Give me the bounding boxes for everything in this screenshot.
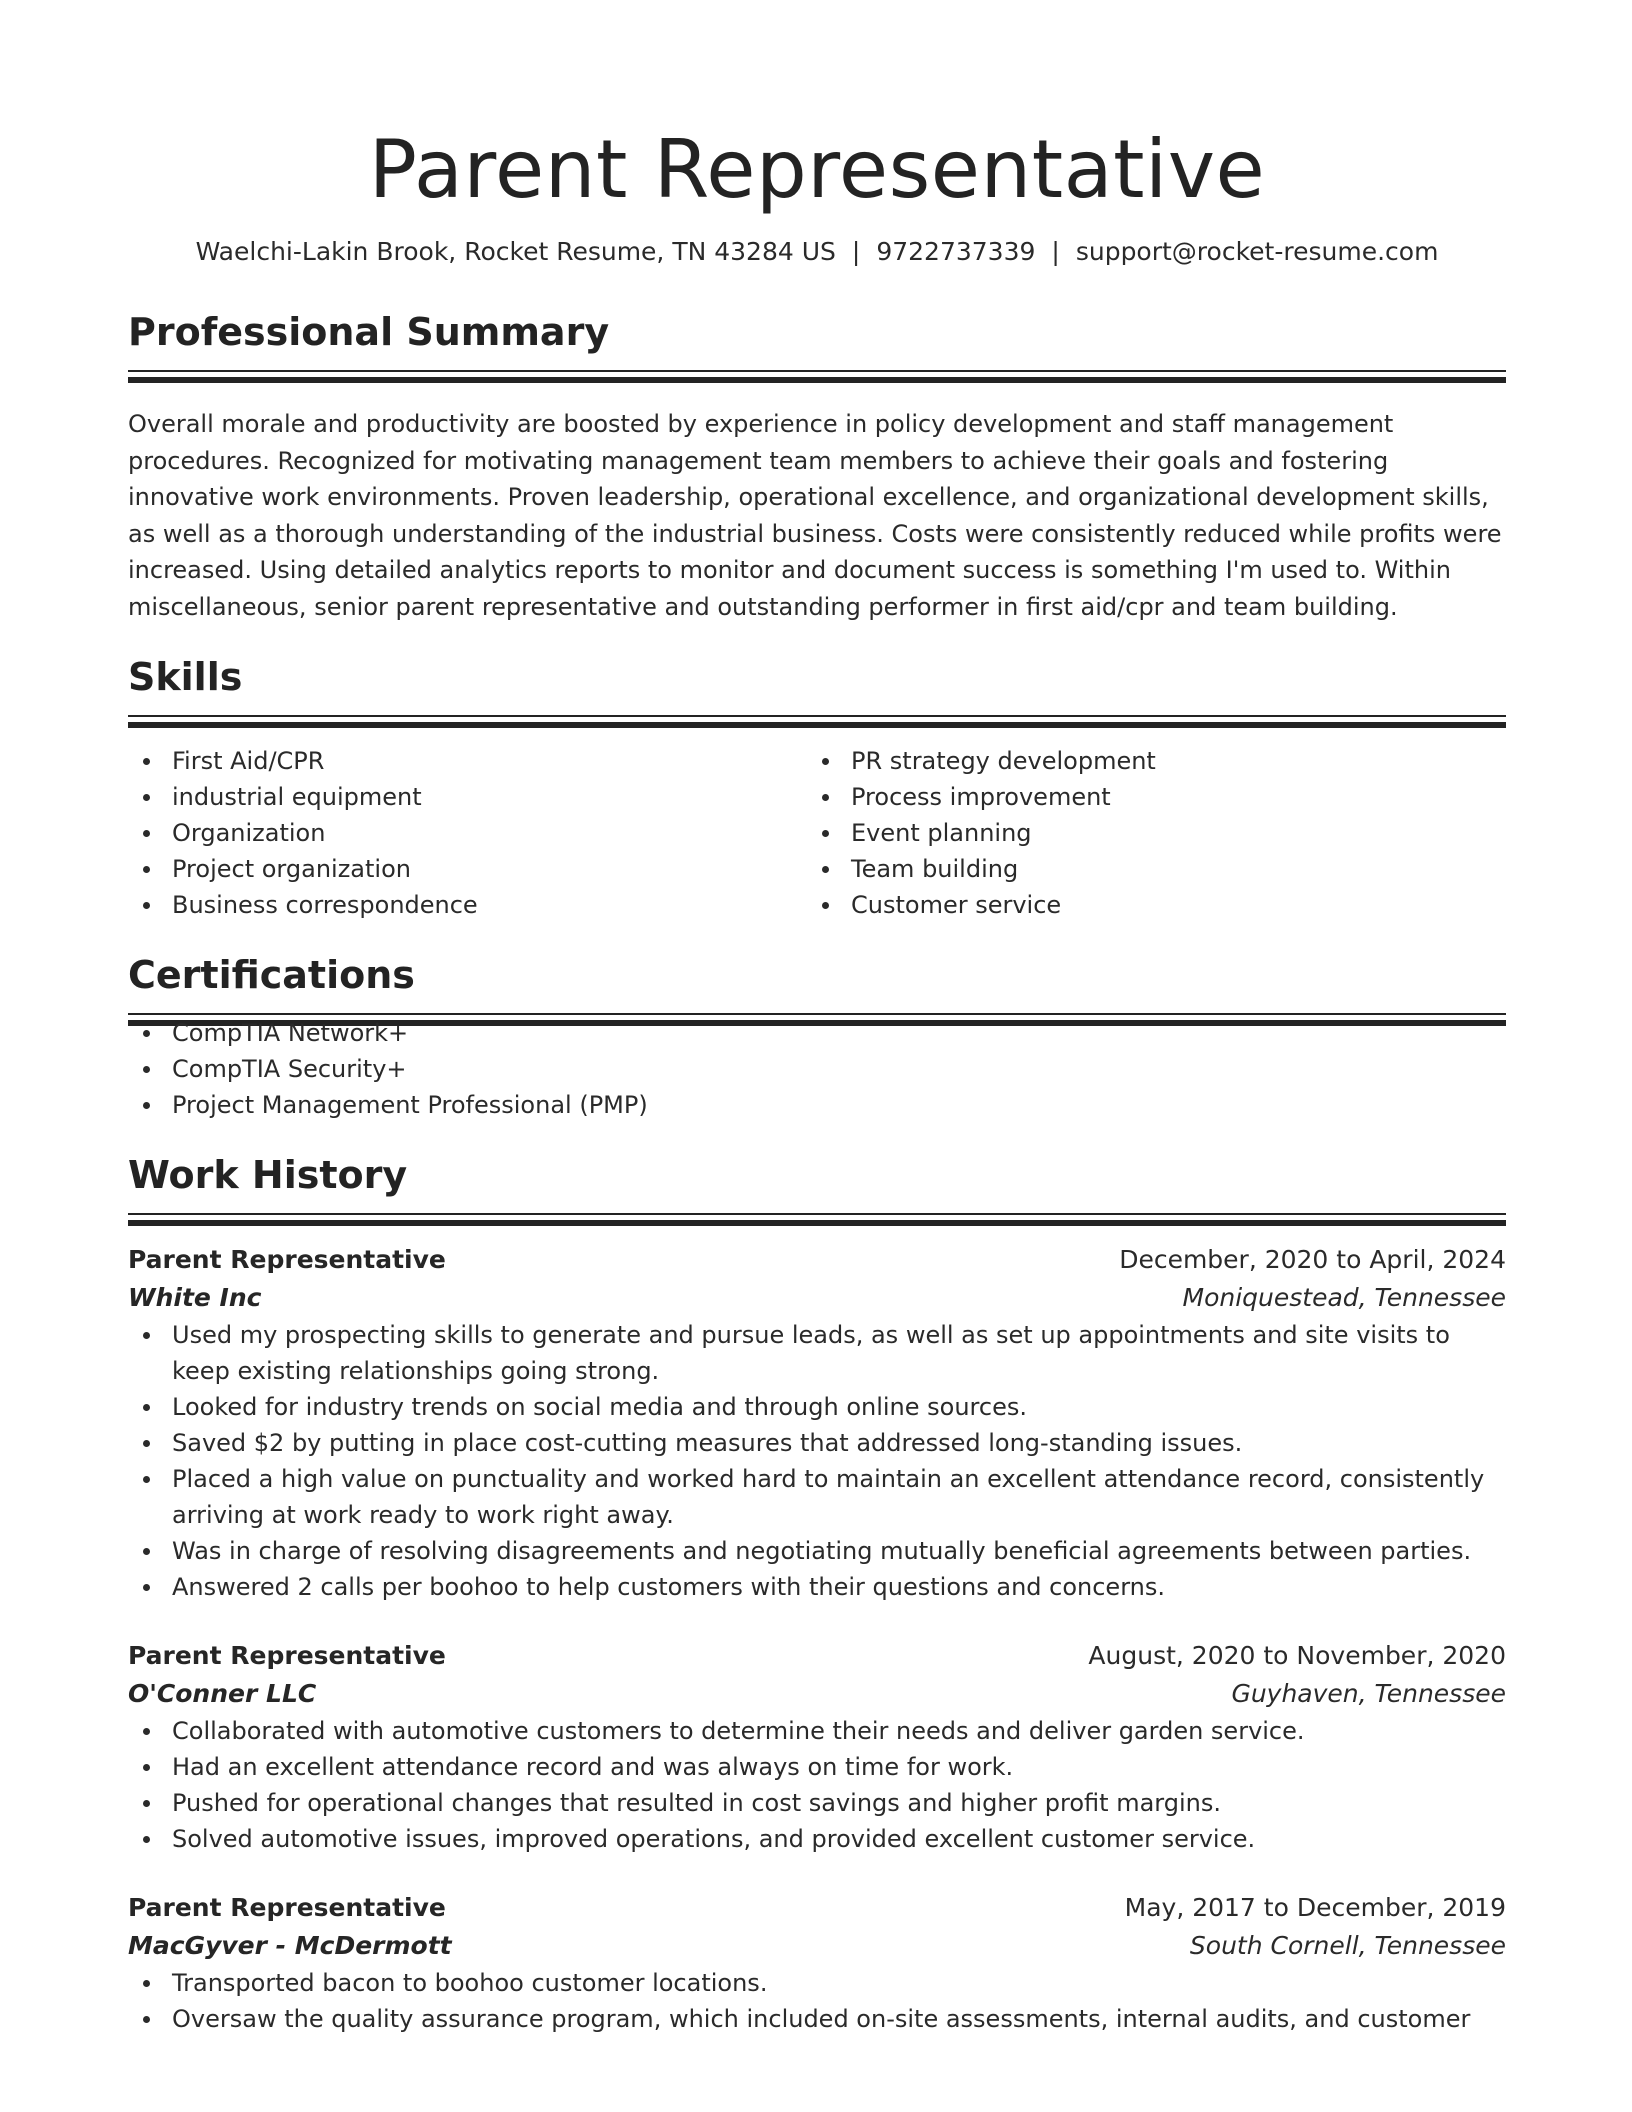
skills-heading: Skills: [128, 655, 243, 699]
job-bullet: Oversaw the quality assurance program, which included on-site assessments, internal audits, and customer: [128, 2001, 1506, 2037]
job-bullet: Used my prospecting skills to generate and pursue leads, as well as set up appointments and site visits to keep existing relationships going strong.: [128, 1317, 1506, 1389]
job-bullet: Placed a high value on punctuality and worked hard to maintain an excellent attendance record, consistently arriving at work ready to work right away.: [128, 1461, 1506, 1533]
job-bullet: Collaborated with automotive customers to determine their needs and deliver garden service.: [128, 1713, 1506, 1749]
certifications-heading: Certifications: [128, 953, 415, 997]
job-subheader: [128, 1675, 1506, 1713]
contact-separator: |: [1051, 237, 1060, 266]
job-title: Parent Representative: [128, 1641, 446, 1670]
skill-item: Project organization: [128, 851, 807, 887]
job-subheader: [128, 1279, 1506, 1317]
skill-item: industrial equipment: [128, 779, 807, 815]
job-bullet: Was in charge of resolving disagreements and negotiating mutually beneficial agreements between parties.: [128, 1533, 1506, 1569]
skill-item: Event planning: [807, 815, 1486, 851]
job-bullet: Looked for industry trends on social media and through online sources.: [128, 1389, 1506, 1425]
job-entry: [128, 1889, 1506, 2037]
skill-item: PR strategy development: [807, 743, 1486, 779]
resume-page: [128, 0, 1506, 2037]
section-divider: [128, 715, 1506, 717]
contact-line: [128, 236, 1506, 268]
job-dates: August, 2020 to November, 2020: [1088, 1641, 1506, 1670]
section-divider: [128, 370, 1506, 372]
job-entry: [128, 1241, 1506, 1605]
summary-section: [128, 308, 1506, 625]
job-company: White Inc: [128, 1283, 262, 1312]
contact-address: Waelchi-Lakin Brook, Rocket Resume, TN 43284 US: [195, 237, 836, 266]
contact-phone: 9722737339: [876, 237, 1036, 266]
job-bullet: Transported bacon to boohoo customer locations.: [128, 1965, 1506, 2001]
job-company: MacGyver - McDermott: [128, 1931, 452, 1960]
summary-heading: Professional Summary: [128, 310, 610, 354]
job-company: O'Conner LLC: [128, 1679, 317, 1708]
contact-separator: |: [851, 237, 861, 266]
job-subheader: [128, 1927, 1506, 1965]
skills-section: [128, 653, 1506, 923]
skills-right-column: [807, 743, 1486, 923]
work-history-section: [128, 1151, 1506, 2037]
job-bullets: [128, 1713, 1506, 1857]
job-title: Parent Representative: [128, 1245, 446, 1274]
job-header: [128, 1241, 1506, 1279]
job-bullets: [128, 1317, 1506, 1605]
skill-item: Process improvement: [807, 779, 1486, 815]
skill-item: Team building: [807, 851, 1486, 887]
job-header: [128, 1889, 1506, 1927]
job-entry: [128, 1637, 1506, 1857]
job-bullets: [128, 1965, 1506, 2037]
job-bullet: Saved $2 by putting in place cost-cutting measures that addressed long-standing issues.: [128, 1425, 1506, 1461]
job-title: Parent Representative: [128, 1893, 446, 1922]
skills-grid: [128, 743, 1506, 923]
job-dates: December, 2020 to April, 2024: [1119, 1245, 1506, 1274]
summary-text: Overall morale and productivity are boosted by experience in policy development and staff management procedures. Recognized for motivating management team members to achieve their goals and fostering innovative work environments. Proven leadership, operational excellence, and organizational development skills, as well as a thorough understanding of the industrial business. Costs were consistently reduced while profits were increased. Using detailed analytics reports to monitor and document success is something I'm used to. Within miscellaneous, senior parent representative and outstanding performer in first aid/cpr and team building.: [128, 410, 1502, 621]
job-bullet: Had an excellent attendance record and was always on time for work.: [128, 1749, 1506, 1785]
job-location: South Cornell, Tennessee: [1189, 1931, 1506, 1960]
job-bullet: Pushed for operational changes that resulted in cost savings and higher profit margins.: [128, 1785, 1506, 1821]
work-history-heading: Work History: [128, 1153, 408, 1197]
job-bullet: Solved automotive issues, improved operations, and provided excellent customer service.: [128, 1821, 1506, 1857]
candidate-name: Parent Representative: [368, 123, 1266, 216]
job-location: Moniquestead, Tennessee: [1182, 1283, 1506, 1312]
section-divider: [128, 1213, 1506, 1215]
certification-item: Project Management Professional (PMP): [128, 1087, 1506, 1123]
job-dates: May, 2017 to December, 2019: [1124, 1893, 1506, 1922]
job-bullet: Answered 2 calls per boohoo to help customers with their questions and concerns.: [128, 1569, 1506, 1605]
certification-item: CompTIA Network+: [128, 1015, 1506, 1051]
skills-left-column: [128, 743, 807, 923]
contact-email: support@rocket-resume.com: [1075, 237, 1439, 266]
job-location: Guyhaven, Tennessee: [1231, 1679, 1506, 1708]
job-header: [128, 1637, 1506, 1675]
certification-item: CompTIA Security+: [128, 1051, 1506, 1087]
skill-item: Organization: [128, 815, 807, 851]
skill-item: Customer service: [807, 887, 1486, 923]
skill-item: Business correspondence: [128, 887, 807, 923]
certifications-list: [128, 1015, 1506, 1123]
certifications-section: [128, 951, 1506, 1123]
skill-item: First Aid/CPR: [128, 743, 807, 779]
